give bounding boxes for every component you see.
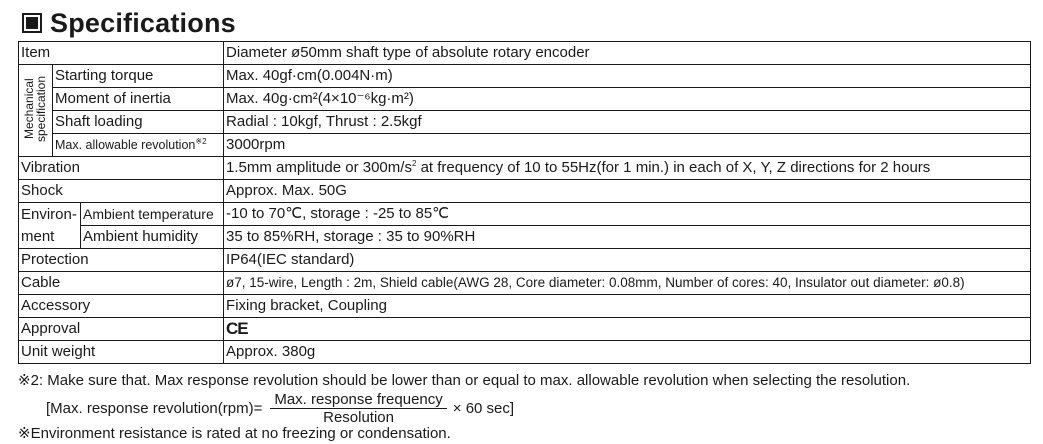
- response-revolution-formula: [46, 391, 1031, 425]
- footnote-mark: ※2: [195, 136, 207, 146]
- row-label: Shaft loading: [53, 111, 224, 134]
- table-row: [19, 42, 1031, 65]
- row-label: Vibration: [19, 157, 224, 180]
- ce-mark-icon: CE: [226, 318, 248, 338]
- row-label: Moment of inertia: [53, 88, 224, 111]
- row-value: Diameter ø50mm shaft type of absolute rotary encoder: [224, 42, 1031, 65]
- row-value: 1.5mm amplitude or $300m/s^2$ at frequency of 10 to 55Hz(for 1 min.) in each of X, Y, Z directions for 2 hours: [224, 157, 1031, 180]
- table-row: [19, 249, 1031, 272]
- row-value: -10 to 70℃, storage : -25 to 85℃: [224, 203, 1031, 226]
- table-row: [19, 272, 1031, 295]
- table-row: [19, 203, 1031, 226]
- row-label: Shock: [19, 180, 224, 203]
- row-label: Max. allowable revolution$^{※2}$: [53, 134, 224, 157]
- row-value: ø7, 15-wire, Length : 2m, Shield cable(AWG 28, Core diameter: 0.08mm, Number of cores: 40, Insulator out diameter: ø0.8): [224, 272, 1031, 295]
- row-label: Ambient temperature: [81, 203, 224, 226]
- formula-denominator: Resolution: [323, 408, 394, 426]
- row-value: Approx. 380g: [224, 341, 1031, 364]
- table-row: [19, 111, 1031, 134]
- row-label: Ambient humidity: [81, 226, 224, 249]
- row-value: 3000rpm: [224, 134, 1031, 157]
- page-title: Specifications: [50, 7, 236, 38]
- footnote-2: ※2: Make sure that. Max response revolution should be lower than or equal to max. allowable revolution when selecting the resolution.: [18, 372, 911, 389]
- row-label: Item: [19, 42, 224, 65]
- mechanical-group-label: Mechanical specification: [19, 65, 53, 157]
- section-title: [22, 6, 236, 40]
- table-row: [19, 341, 1031, 364]
- table-row: [19, 318, 1031, 341]
- row-value: [224, 318, 1031, 341]
- row-label: Protection: [19, 249, 224, 272]
- footnotes: [18, 371, 1031, 443]
- row-value: Max. 40gf·cm(0.004N·m): [224, 65, 1031, 88]
- table-row: [19, 88, 1031, 111]
- row-value: Approx. Max. 50G: [224, 180, 1031, 203]
- table-row: [19, 180, 1031, 203]
- square-bullet-icon: [22, 13, 42, 33]
- environment-note: ※Environment resistance is rated at no freezing or condensation.: [18, 425, 451, 442]
- environment-group-label: Environ- ment: [19, 203, 81, 249]
- formula-prefix: [Max. response revolution(rpm)=: [46, 399, 263, 417]
- table-row: [19, 134, 1031, 157]
- formula-suffix: × 60 sec]: [452, 399, 515, 417]
- specifications-table: [18, 41, 1031, 364]
- table-row: [19, 65, 1031, 88]
- row-label: Starting torque: [53, 65, 224, 88]
- row-label: Unit weight: [19, 341, 224, 364]
- row-value: IP64(IEC standard): [224, 249, 1031, 272]
- formula-numerator: Max. response frequency: [270, 392, 446, 409]
- row-value: Max. 40g·cm²(4×10⁻⁶kg·m²): [224, 88, 1031, 111]
- row-label: Approval: [19, 318, 224, 341]
- row-label: Accessory: [19, 295, 224, 318]
- row-value: Fixing bracket, Coupling: [224, 295, 1031, 318]
- formula-fraction: [270, 392, 446, 425]
- table-row: [19, 157, 1031, 180]
- row-label: Cable: [19, 272, 224, 295]
- row-value: Radial : 10kgf, Thrust : 2.5kgf: [224, 111, 1031, 134]
- row-value: 35 to 85%RH, storage : 35 to 90%RH: [224, 226, 1031, 249]
- table-row: [19, 226, 1031, 249]
- table-row: [19, 295, 1031, 318]
